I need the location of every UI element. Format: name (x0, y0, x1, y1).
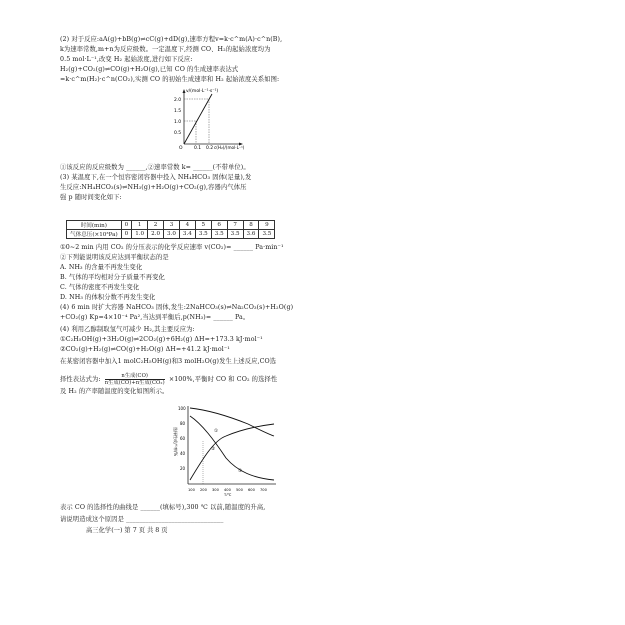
y-tick-label: 20 (180, 466, 186, 471)
formula-numerator: n生成(CO) (105, 373, 165, 380)
x-tick-label: 200 (200, 488, 207, 492)
formula-prefix: 择性表达式为: (60, 376, 101, 383)
text-line: 及 H₂ 的产率随温度的变化如图所示。 (60, 388, 169, 395)
text-line: 生反应:NH₄HCO₃(s)⇌NH₃(g)+H₂O(g)+CO₂(g),容器内气体压 (60, 184, 247, 191)
y-axis-label: v/(mol·L⁻¹·s⁻¹) (186, 89, 219, 94)
text-line: 0.5 mol·L⁻¹,改变 H₂ 起始浓度,进行如下反应: (60, 56, 193, 63)
table-cell: 1 (132, 221, 148, 230)
y-tick-label: 2.0 (174, 98, 182, 103)
text-line: 请说明造成这个原因是 ______________________________ (60, 516, 224, 523)
y-tick-label: 100 (178, 406, 186, 411)
option-a: A. NH₃ 的含量不再发生变化 (60, 264, 143, 271)
curve-label: ① (214, 429, 219, 434)
rate-vs-concentration-figure (164, 86, 244, 150)
text-line: 强 p 随时间变化如下: (60, 194, 122, 201)
table-cell: 3.5 (259, 230, 275, 239)
option-d: D. NH₃ 的体积分数不再发生变化 (60, 294, 156, 301)
table-cell: 0 (121, 221, 132, 230)
text-line: ①0~2 min 内用 CO₂ 的分压表示的化学反应速率 v(CO₂)= ______ Pa·min⁻¹ (60, 244, 284, 251)
text-line: ①该反应的反应级数为 ______,②速率常数 k= ______(不带单位)。 (60, 164, 250, 171)
text-line: =k·c^m(H₂)·c^n(CO₂),实测 CO 的初始生成速率和 H₂ 起始浓度关系如图: (60, 76, 280, 83)
curve-2 (190, 424, 274, 480)
table-cell: 3.5 (211, 230, 227, 239)
x-tick-label: 700 (260, 488, 267, 492)
table-cell: 2 (148, 221, 164, 230)
x-tick-label: 0.1 (194, 146, 202, 150)
table-cell: 3.6 (243, 230, 259, 239)
text-line: 表示 CO 的选择性的曲线是 ______(填标号),300 ℃ 以前,随温度的升高, (60, 504, 266, 511)
table-row (67, 230, 275, 239)
x-tick-label: 600 (248, 488, 255, 492)
x-axis-label: c(H₂)/(mol·L⁻¹) (214, 145, 244, 150)
table-cell: 3.5 (195, 230, 211, 239)
table-cell: 3.5 (227, 230, 243, 239)
text-line: (3) 某温度下,在一个恒容密闭容器中投入 NH₄HCO₃ 固体(足量),发 (60, 174, 252, 181)
table-header-cell: 气体总压(×10³Pa) (67, 230, 122, 239)
selectivity-formula (60, 373, 277, 386)
table-header-cell: 时间(min) (67, 221, 122, 230)
formula-denominator: n生成(CO)+n生成(CO₂) (104, 380, 165, 386)
selectivity-vs-temperature-figure (168, 400, 280, 496)
pressure-table (66, 220, 275, 239)
origin-label: O (179, 146, 183, 150)
text-line: H₂(g)+CO₂(g)⇌CO(g)+H₂O(g),已知 CO 的生成速率表达式 (60, 66, 239, 73)
table-cell: 2.0 (148, 230, 164, 239)
y-tick-label: 40 (180, 451, 186, 456)
text-line: (2) 对于反应:aA(g)+bB(g)⇌cC(g)+dD(g),速率方程v=k·c^m(A)·c^n(B), (60, 36, 283, 43)
y-tick-label: 1.5 (174, 109, 182, 114)
text-line: +CO₂(g) Kp=4×10⁻⁴ Pa²,当达到平衡后,p(NH₃)= ______ Pa。 (60, 314, 250, 321)
x-tick-label: 100 (188, 488, 195, 492)
formula-suffix: ×100%,平衡时 CO 和 CO₂ 的选择性 (168, 376, 278, 383)
table-cell: 0 (121, 230, 132, 239)
reaction-2: ②CO₂(g)+H₂(g)⇌CO(g)+H₂O(g) ΔH=+41.2 kJ·mol⁻¹ (60, 346, 230, 353)
reaction-1: ①C₂H₅OH(g)+3H₂O(g)⇌2CO₂(g)+6H₂(g) ΔH=+173.3 kJ·mol⁻¹ (60, 336, 263, 343)
table-cell: 5 (195, 221, 211, 230)
text-line: 在某密闭容器中加入1 molC₂H₅OH(g)和3 molH₂O(g)发生上述反应,CO选 (60, 358, 277, 365)
curve-label: ② (211, 447, 216, 452)
text-line: k为速率常数,m+n为反应级数。一定温度下,经测 CO、H₂的起始浓度均为 (60, 46, 271, 53)
option-b: B. 气体的平均相对分子质量不再变化 (60, 274, 165, 281)
table-cell: 9 (259, 221, 275, 230)
curve-1 (190, 408, 274, 436)
text-line: ②下列能说明该反应达到平衡状态的是 (60, 254, 169, 261)
table-cell: 6 (211, 221, 227, 230)
x-axis-label: T/℃ (224, 493, 232, 496)
exam-page (60, 36, 378, 544)
option-c: C. 气体的密度不再发生变化 (60, 284, 140, 291)
x-tick-label: 400 (224, 488, 231, 492)
x-tick-label: 300 (212, 488, 219, 492)
table-cell: 8 (243, 221, 259, 230)
table-cell: 1.0 (132, 230, 148, 239)
text-line: (4) 6 min 时扩大容器 NaHCO₃ 固体,发生:2NaHCO₃(s)⇌Na₂CO₃(s)+H₂O(g) (60, 304, 294, 311)
table-cell: 3.4 (179, 230, 195, 239)
page-footer: 高三化学(一) 第 7 页 共 8 页 (86, 527, 168, 534)
formula-fraction (105, 373, 165, 386)
y-axis-label: 选择性或产率/% (173, 427, 178, 457)
y-tick-label: 1.0 (174, 120, 182, 125)
curve-label: ③ (238, 469, 243, 474)
x-tick-label: 0.2 (206, 146, 214, 150)
y-tick-label: 60 (180, 436, 186, 441)
table-cell: 3 (164, 221, 180, 230)
rate-line (184, 94, 212, 144)
table-cell: 4 (179, 221, 195, 230)
table-cell: 7 (227, 221, 243, 230)
text-line: (4) 利用乙醇制取氢气可减少 H₂,其主要反应为: (60, 326, 195, 333)
y-tick-label: 0.5 (174, 131, 182, 136)
table-row (67, 221, 275, 230)
x-tick-label: 500 (236, 488, 243, 492)
table-cell: 3.0 (164, 230, 180, 239)
y-tick-label: 80 (180, 421, 186, 426)
